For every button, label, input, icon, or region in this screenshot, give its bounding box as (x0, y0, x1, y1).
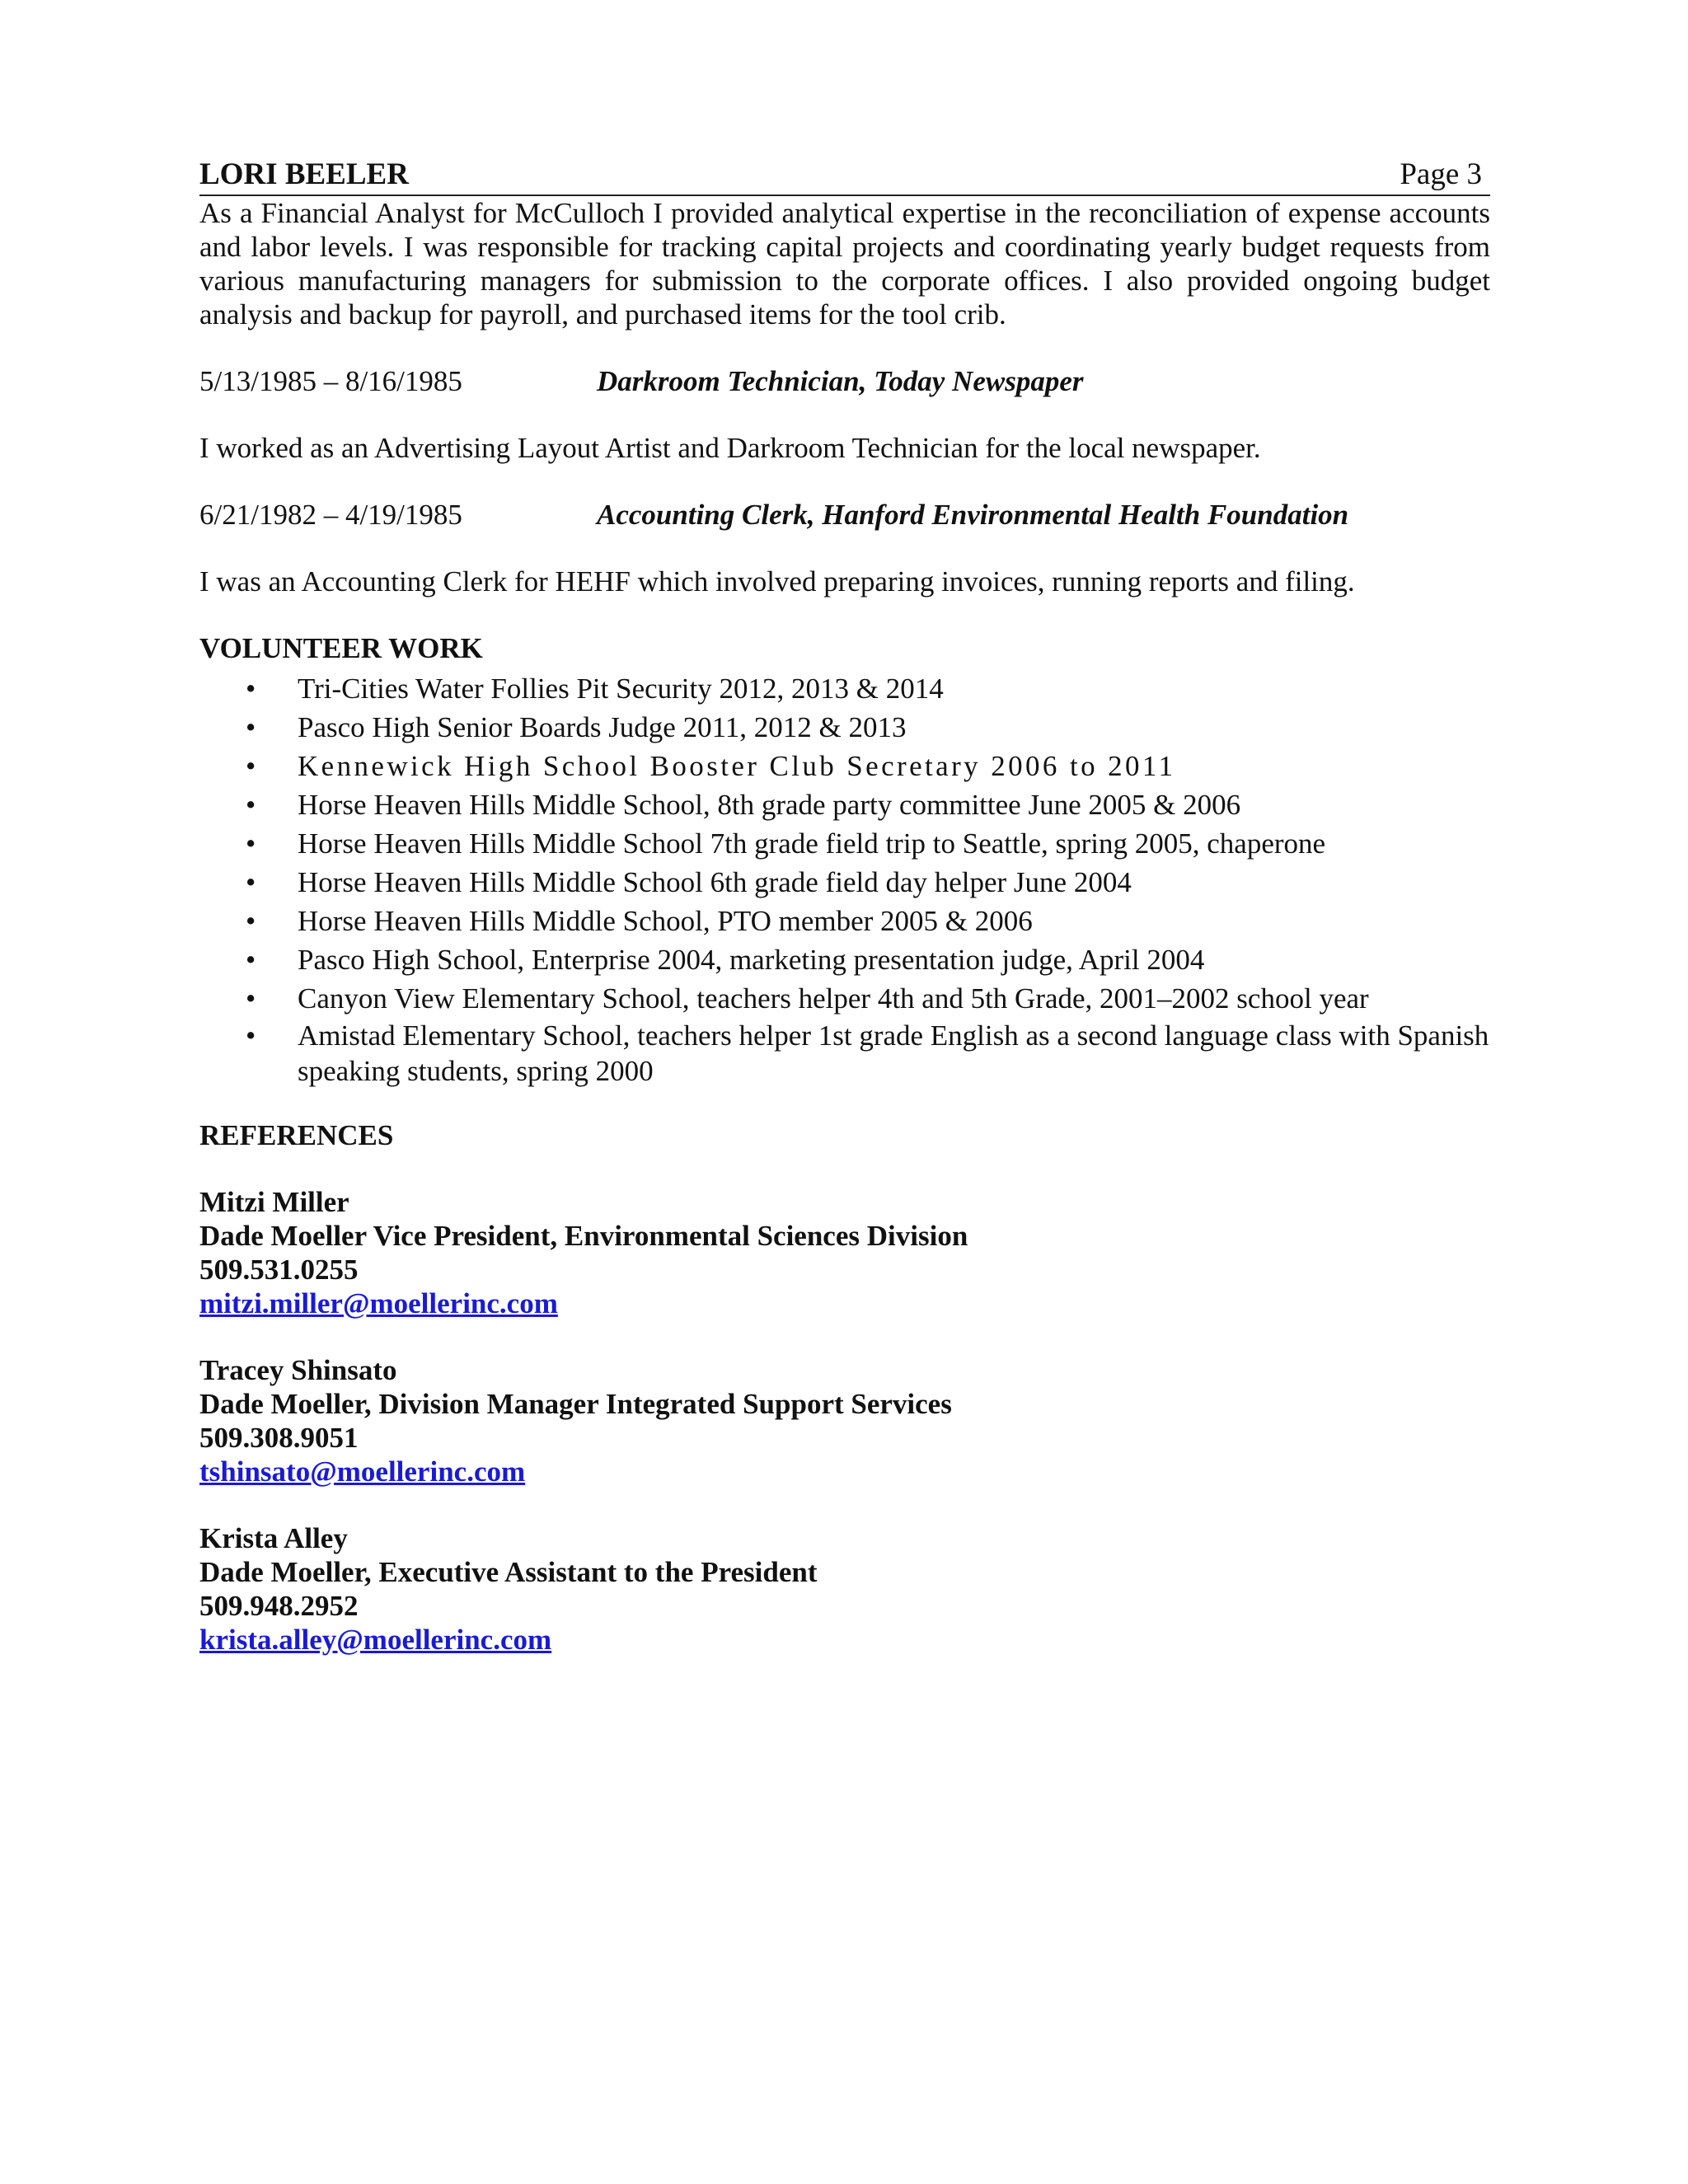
bullet-icon: • (246, 827, 256, 860)
reference-email-link[interactable]: mitzi.miller@moellerinc.com (199, 1287, 558, 1319)
bullet-icon: • (246, 944, 256, 976)
volunteer-list (199, 669, 1490, 1089)
job-dates: 5/13/1985 – 8/16/1985 (199, 365, 462, 397)
reference-phone: 509.948.2952 (199, 1590, 359, 1622)
list-item-text: Horse Heaven Hills Middle School, PTO member 2005 & 2006 (298, 905, 1033, 937)
list-item-text: Pasco High School, Enterprise 2004, marketing presentation judge, April 2004 (298, 944, 1205, 976)
job-entry (199, 498, 1490, 532)
resume-page (199, 153, 1490, 1657)
job-title: Darkroom Technician, Today Newspaper (597, 365, 1084, 397)
volunteer-heading: VOLUNTEER WORK (199, 632, 483, 664)
reference-email-link[interactable]: krista.alley@moellerinc.com (199, 1624, 552, 1656)
reference-phone: 509.531.0255 (199, 1254, 359, 1286)
job-description: I worked as an Advertising Layout Artist and Darkroom Technician for the local newspaper. (199, 432, 1261, 464)
references-heading: REFERENCES (199, 1119, 394, 1151)
list-item (199, 824, 1490, 863)
list-item (199, 1018, 1490, 1089)
list-item-text: Horse Heaven Hills Middle School 6th grade field day helper June 2004 (298, 866, 1132, 898)
list-item-text: Horse Heaven Hills Middle School 7th grade field trip to Seattle, spring 2005, chaperone (298, 827, 1326, 860)
job-description-financial-analyst: As a Financial Analyst for McCulloch I provided analytical expertise in the reconciliation of expense accounts and labor levels. I was responsible for tracking capital projects and coordinating yearly budget requests from various manufacturing managers for submission to the corporate offices. I also provided ongoing budget analysis and backup for payroll, and purchased items for the tool crib. (199, 197, 1490, 330)
job-title: Accounting Clerk, Hanford Environmental Health Foundation (597, 499, 1349, 531)
reference-entry (199, 1185, 1490, 1320)
list-item (199, 708, 1490, 747)
reference-name: Krista Alley (199, 1522, 348, 1554)
list-item (199, 747, 1490, 785)
page-header (199, 153, 1490, 196)
page-number: Page 3 (1400, 157, 1482, 191)
list-item (199, 902, 1490, 940)
bullet-icon: • (246, 982, 256, 1015)
list-item (199, 979, 1490, 1018)
list-item-text: Kennewick High School Booster Club Secretary 2006 to 2011 (298, 750, 1176, 782)
reference-email-link[interactable]: tshinsato@moellerinc.com (199, 1455, 526, 1488)
bullet-icon: • (246, 711, 256, 743)
reference-name: Mitzi Miller (199, 1186, 349, 1218)
reference-title: Dade Moeller, Executive Assistant to the President (199, 1556, 818, 1588)
bullet-icon: • (246, 866, 256, 898)
list-item-text: Amistad Elementary School, teachers helper 1st grade English as a second language class with Spanish speaking students, spring 2000 (298, 1019, 1489, 1087)
candidate-name: LORI BEELER (199, 157, 409, 191)
reference-phone: 509.308.9051 (199, 1422, 359, 1454)
list-item-text: Tri-Cities Water Follies Pit Security 2012, 2013 & 2014 (298, 673, 944, 705)
list-item-text: Canyon View Elementary School, teachers helper 4th and 5th Grade, 2001–2002 school year (298, 982, 1369, 1015)
job-entry (199, 364, 1490, 398)
bullet-icon: • (246, 750, 256, 782)
bullet-icon: • (246, 789, 256, 821)
reference-entry (199, 1353, 1490, 1488)
reference-title: Dade Moeller Vice President, Environmental Sciences Division (199, 1220, 968, 1252)
job-description: I was an Accounting Clerk for HEHF which involved preparing invoices, running reports and filing. (199, 565, 1355, 598)
list-item (199, 863, 1490, 902)
job-dates: 6/21/1982 – 4/19/1985 (199, 499, 462, 531)
reference-entry (199, 1521, 1490, 1657)
list-item (199, 785, 1490, 824)
list-item-text: Horse Heaven Hills Middle School, 8th grade party committee June 2005 & 2006 (298, 789, 1241, 821)
reference-title: Dade Moeller, Division Manager Integrated Support Services (199, 1388, 952, 1420)
bullet-icon: • (246, 905, 256, 937)
reference-name: Tracey Shinsato (199, 1354, 397, 1386)
list-item (199, 669, 1490, 708)
bullet-icon: • (246, 673, 256, 705)
list-item-text: Pasco High Senior Boards Judge 2011, 2012 & 2013 (298, 711, 907, 743)
list-item (199, 940, 1490, 979)
bullet-icon: • (246, 1019, 256, 1052)
